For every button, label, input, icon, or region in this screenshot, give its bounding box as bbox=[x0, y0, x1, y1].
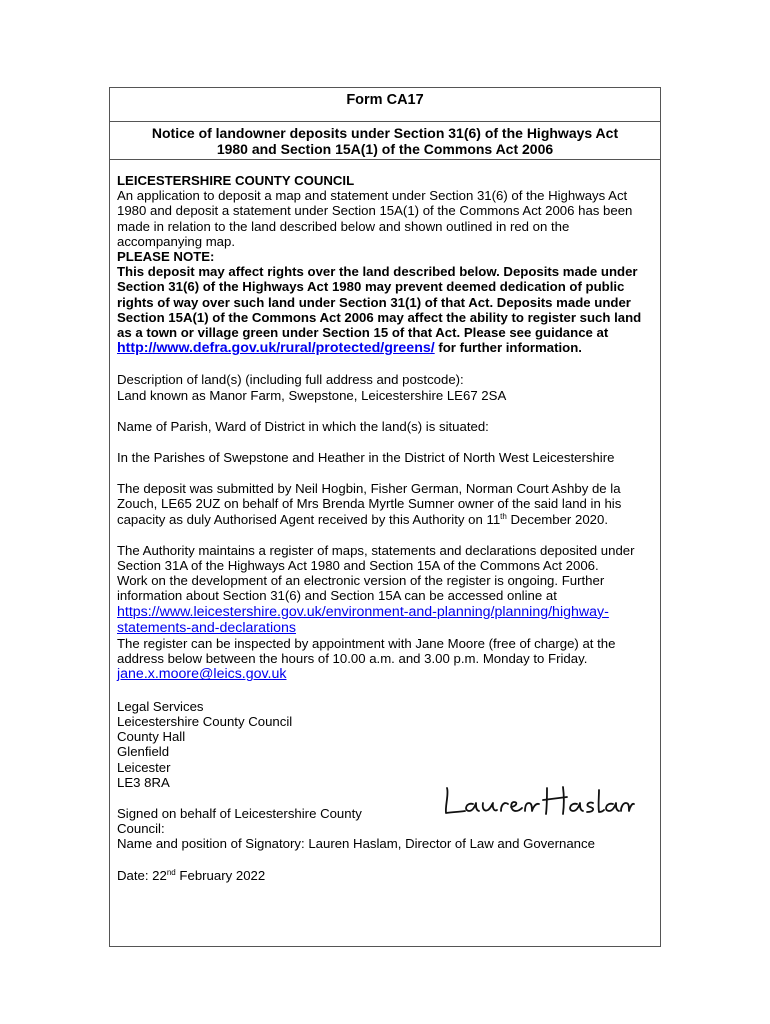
application-paragraph: An application to deposit a map and statement under Section 31(6) of the Highways Act 1980 and deposit a statement under Section 15A(1) of the Commons Act 2006 has been made in relation to the land described below and shown outlined in red on the accompanying map. bbox=[117, 188, 633, 249]
deposit-date-rest: December 2020. bbox=[506, 511, 608, 527]
please-note-heading: PLEASE NOTE: bbox=[117, 249, 215, 265]
note-text: This deposit may affect rights over the land described below. Deposits made under Section 31(6) of the Highways Act 1980 may prevent deemed dedication of public rights of way over such land under Section 31(1) of that Act. Deposits made under Section 15A(1) of the Commons Act 2006 may affect the ability to register such land as a town or village green under Section 15 of that Act. Please see guidance at bbox=[117, 264, 642, 341]
address-block bbox=[117, 699, 653, 790]
inspect-paragraph: The register can be inspected by appointment with Jane Moore (free of charge) at the address below between the hours of 10.00 a.m. and 3.00 p.m. Monday to Friday. bbox=[117, 636, 616, 667]
date-line bbox=[117, 868, 653, 883]
defra-link[interactable]: http://www.defra.gov.uk/rural/protected/greens/ bbox=[117, 340, 435, 357]
email-link[interactable]: jane.x.moore@leics.gov.uk bbox=[117, 666, 287, 683]
note-paragraph bbox=[117, 264, 653, 356]
form-body bbox=[110, 160, 660, 883]
notice-heading-line2: 1980 and Section 15A(1) of the Commons Act 2006 bbox=[216, 141, 554, 157]
form-title: Form CA17 bbox=[110, 88, 660, 122]
notice-heading-line1: Notice of landowner deposits under Section 31(6) of the Highways Act bbox=[151, 125, 619, 141]
address-line: LE3 8RA bbox=[117, 774, 170, 790]
parish-value: In the Parishes of Swepstone and Heather in the District of North West Leicestershire bbox=[117, 450, 615, 466]
address-line: Leicester bbox=[117, 759, 171, 775]
signature-row bbox=[117, 806, 653, 836]
address-line: Leicestershire County Council bbox=[117, 713, 293, 729]
description-label: Description of land(s) (including full address and postcode): bbox=[117, 372, 464, 388]
date-suffix: nd bbox=[166, 867, 176, 877]
address-line: County Hall bbox=[117, 729, 186, 745]
deposit-date-suffix: th bbox=[500, 511, 507, 521]
deposit-text: The deposit was submitted by Neil Hogbin, Fisher German, Norman Court Ashby de la Zouch, LE65 2UZ on behalf of Mrs Brenda Myrtle Sumner owner of the said land in his capacity as duly Authorised Agent received by this Authority on 11 bbox=[117, 481, 622, 527]
address-line: Legal Services bbox=[117, 698, 204, 714]
date-rest: February 2022 bbox=[175, 867, 266, 883]
signatory-line: Name and position of Signatory: Lauren Haslam, Director of Law and Governance bbox=[117, 836, 595, 852]
signed-on-behalf-line1: Signed on behalf of Leicestershire County bbox=[117, 805, 362, 821]
date-prefix: Date: 22 bbox=[117, 867, 167, 883]
deposit-paragraph bbox=[117, 481, 653, 527]
electronic-paragraph: Work on the development of an electronic version of the register is ongoing. Further information about Section 31(6) and Section 15A can be accessed online at bbox=[117, 573, 605, 604]
council-name: LEICESTERSHIRE COUNTY COUNCIL bbox=[117, 173, 355, 188]
further-info-text: for further information. bbox=[434, 340, 582, 356]
register-paragraph: The Authority maintains a register of maps, statements and declarations deposited under Section 31A of the Highways Act 1980 and Section 15A of the Commons Act 2006. bbox=[117, 542, 635, 574]
notice-heading bbox=[110, 122, 660, 160]
description-value: Land known as Manor Farm, Swepstone, Leicestershire LE67 2SA bbox=[117, 387, 507, 403]
signed-on-behalf-line2: Council: bbox=[117, 821, 165, 837]
parish-label: Name of Parish, Ward of District in which the land(s) is situated: bbox=[117, 418, 489, 434]
leics-link[interactable]: https://www.leicestershire.gov.uk/environment-and-planning/planning/highway-statements-and-declarations bbox=[117, 603, 609, 636]
form-ca17 bbox=[109, 87, 661, 947]
handwritten-signature bbox=[439, 782, 635, 822]
address-line: Glenfield bbox=[117, 744, 170, 760]
